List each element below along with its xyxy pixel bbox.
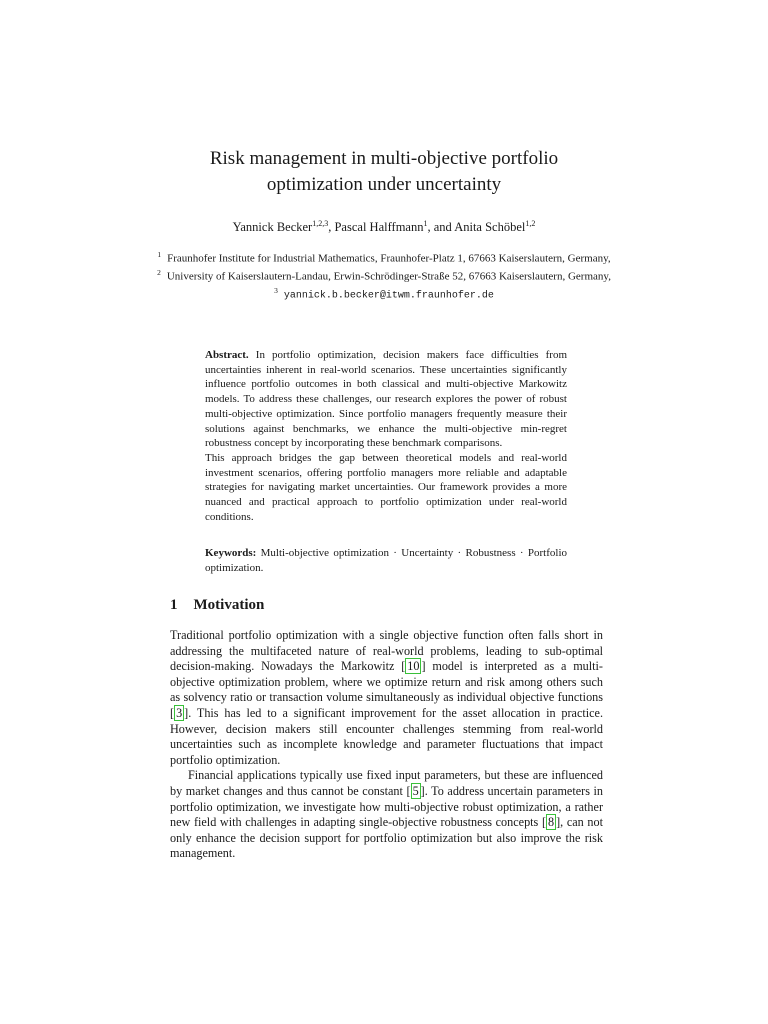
author-name: Pascal Halffmann — [334, 220, 424, 235]
abstract-paragraph-2: This approach bridges the gap between theoretical models and real-world investment scenarios, offering portfolio managers more reliable and adaptable strategies for navigating market uncertainties. Our framework provides a more nuanced and practical approach to portfolio optimization under real-world conditions. — [205, 451, 567, 523]
author-separator: , and — [427, 220, 455, 235]
title-line-2: optimization under uncertainty — [266, 174, 502, 195]
author-email[interactable]: yannick.b.becker@itwm.fraunhofer.de — [283, 290, 494, 302]
section-body — [170, 628, 603, 862]
affiliation-number: 3 — [274, 286, 278, 296]
citation-link[interactable]: 3 — [176, 705, 183, 720]
author-affiliation-marker: 1,2,3 — [312, 219, 329, 228]
abstract-paragraph-1 — [205, 348, 567, 451]
section-number: 1 — [170, 597, 178, 613]
affiliation-text: University of Kaiserslautern-Landau, Erwin-Schrödinger-Straße 52, 67663 Kaiserslautern, Germany, — [166, 270, 611, 283]
author-affiliation-marker: 1,2 — [525, 219, 536, 228]
author-affiliation-marker: 1 — [423, 219, 428, 228]
author-name: Anita Schöbel — [454, 220, 526, 235]
affiliation-number: 2 — [157, 268, 161, 278]
title-line-1: Risk management in multi-objective portfolio — [209, 148, 559, 169]
citation-link[interactable]: 8 — [548, 815, 555, 830]
affiliation-list — [150, 248, 618, 304]
body-text: . To address uncertain parameters in portfolio optimization, we investigate how multi-objective robust optimization, a rather new field with challenges in adapting single-objective robustness concepts — [170, 783, 603, 830]
citation-link[interactable]: 10 — [407, 659, 420, 674]
section-heading — [170, 597, 264, 614]
affiliation-text: Fraunhofer Institute for Industrial Mathematics, Fraunhofer-Platz 1, 67663 Kaiserslautern, Germany, — [167, 252, 611, 265]
affiliation-item — [150, 266, 618, 284]
abstract-label: Abstract. — [205, 349, 249, 361]
author-list — [100, 216, 668, 235]
body-text: , can not only enhance the decision support for portfolio optimization but also improve the risk management. — [170, 815, 603, 861]
body-paragraph-1: Traditional portfolio optimization with a single objective function often falls short in addressing the multifaceted nature of real-world problems, leading to sub-optimal decision-making. Nowadays the Markowitz [ 10 ] model is interpreted as a multi-objective optimization problem, where we optimize return and risk among others such as solvency ratio or transaction volume simultaneously as individual objective functions [ 3 ]. This has led to a significant improvement for the asset allocation in practice. However, decision makers still encounter challenges stemming from real-world uncertainties such as incomplete knowledge and parameter fluctuations that impact portfolio optimization. — [170, 628, 603, 767]
section-title: Motivation — [193, 597, 265, 613]
keywords-label: Keywords: — [205, 547, 257, 559]
body-paragraph-2: Financial applications typically use fixed input parameters, but these are influenced by market changes and thus cannot be constant [ 5 ]. To address uncertain parameters in portfolio optimization, we investigate how multi-objective robust optimization, a rather new field with challenges in adapting single-objective robustness concepts [ 8 ], can not only enhance the decision support for portfolio optimization but also improve the risk management. — [170, 768, 603, 861]
paper-title — [130, 146, 638, 198]
citation-link[interactable]: 5 — [412, 783, 419, 798]
body-text: Traditional portfolio optimization with a single objective function often falls short in addressing the multifaceted nature of real-world problems, leading to sub-optimal decision-making. Nowadays the Markowitz — [170, 628, 603, 674]
abstract-text: In portfolio optimization, decision makers face difficulties from uncertainties inherent in real-world scenarios. These uncertainties significantly influence portfolio outcomes in both classical and multi-objective Markowitz models. To address these challenges, our research explores the power of robust multi-objective optimization. Since portfolio managers frequently measure their solutions against benchmarks, we enhance the multi-objective min-regret robustness concept by incorporating these benchmark comparisons. — [205, 349, 568, 450]
affiliation-item — [150, 248, 618, 266]
affiliation-item — [150, 284, 618, 304]
body-text: model is interpreted as a multi-objective optimization problem, where we optimize return and risk among others such as solvency ratio or transaction volume simultaneously as individual objective functions — [170, 659, 603, 705]
keywords — [205, 546, 567, 575]
affiliation-number: 1 — [157, 250, 162, 259]
body-text: Financial applications typically use fixed input parameters, but these are influenced by market changes and thus cannot be constant — [170, 768, 603, 798]
abstract — [205, 348, 567, 524]
author-name: Yannick Becker — [232, 220, 313, 235]
author-separator: , — [328, 220, 335, 235]
body-text: . This has led to a significant improvement for the asset allocation in practice. However, decision makers still encounter challenges stemming from real-world uncertainties such as incomplete knowledge and parameter fluctuations that impact portfolio optimization. — [170, 705, 603, 767]
keywords-text: Multi-objective optimization · Uncertainty · Robustness · Portfolio optimization. — [205, 547, 567, 574]
